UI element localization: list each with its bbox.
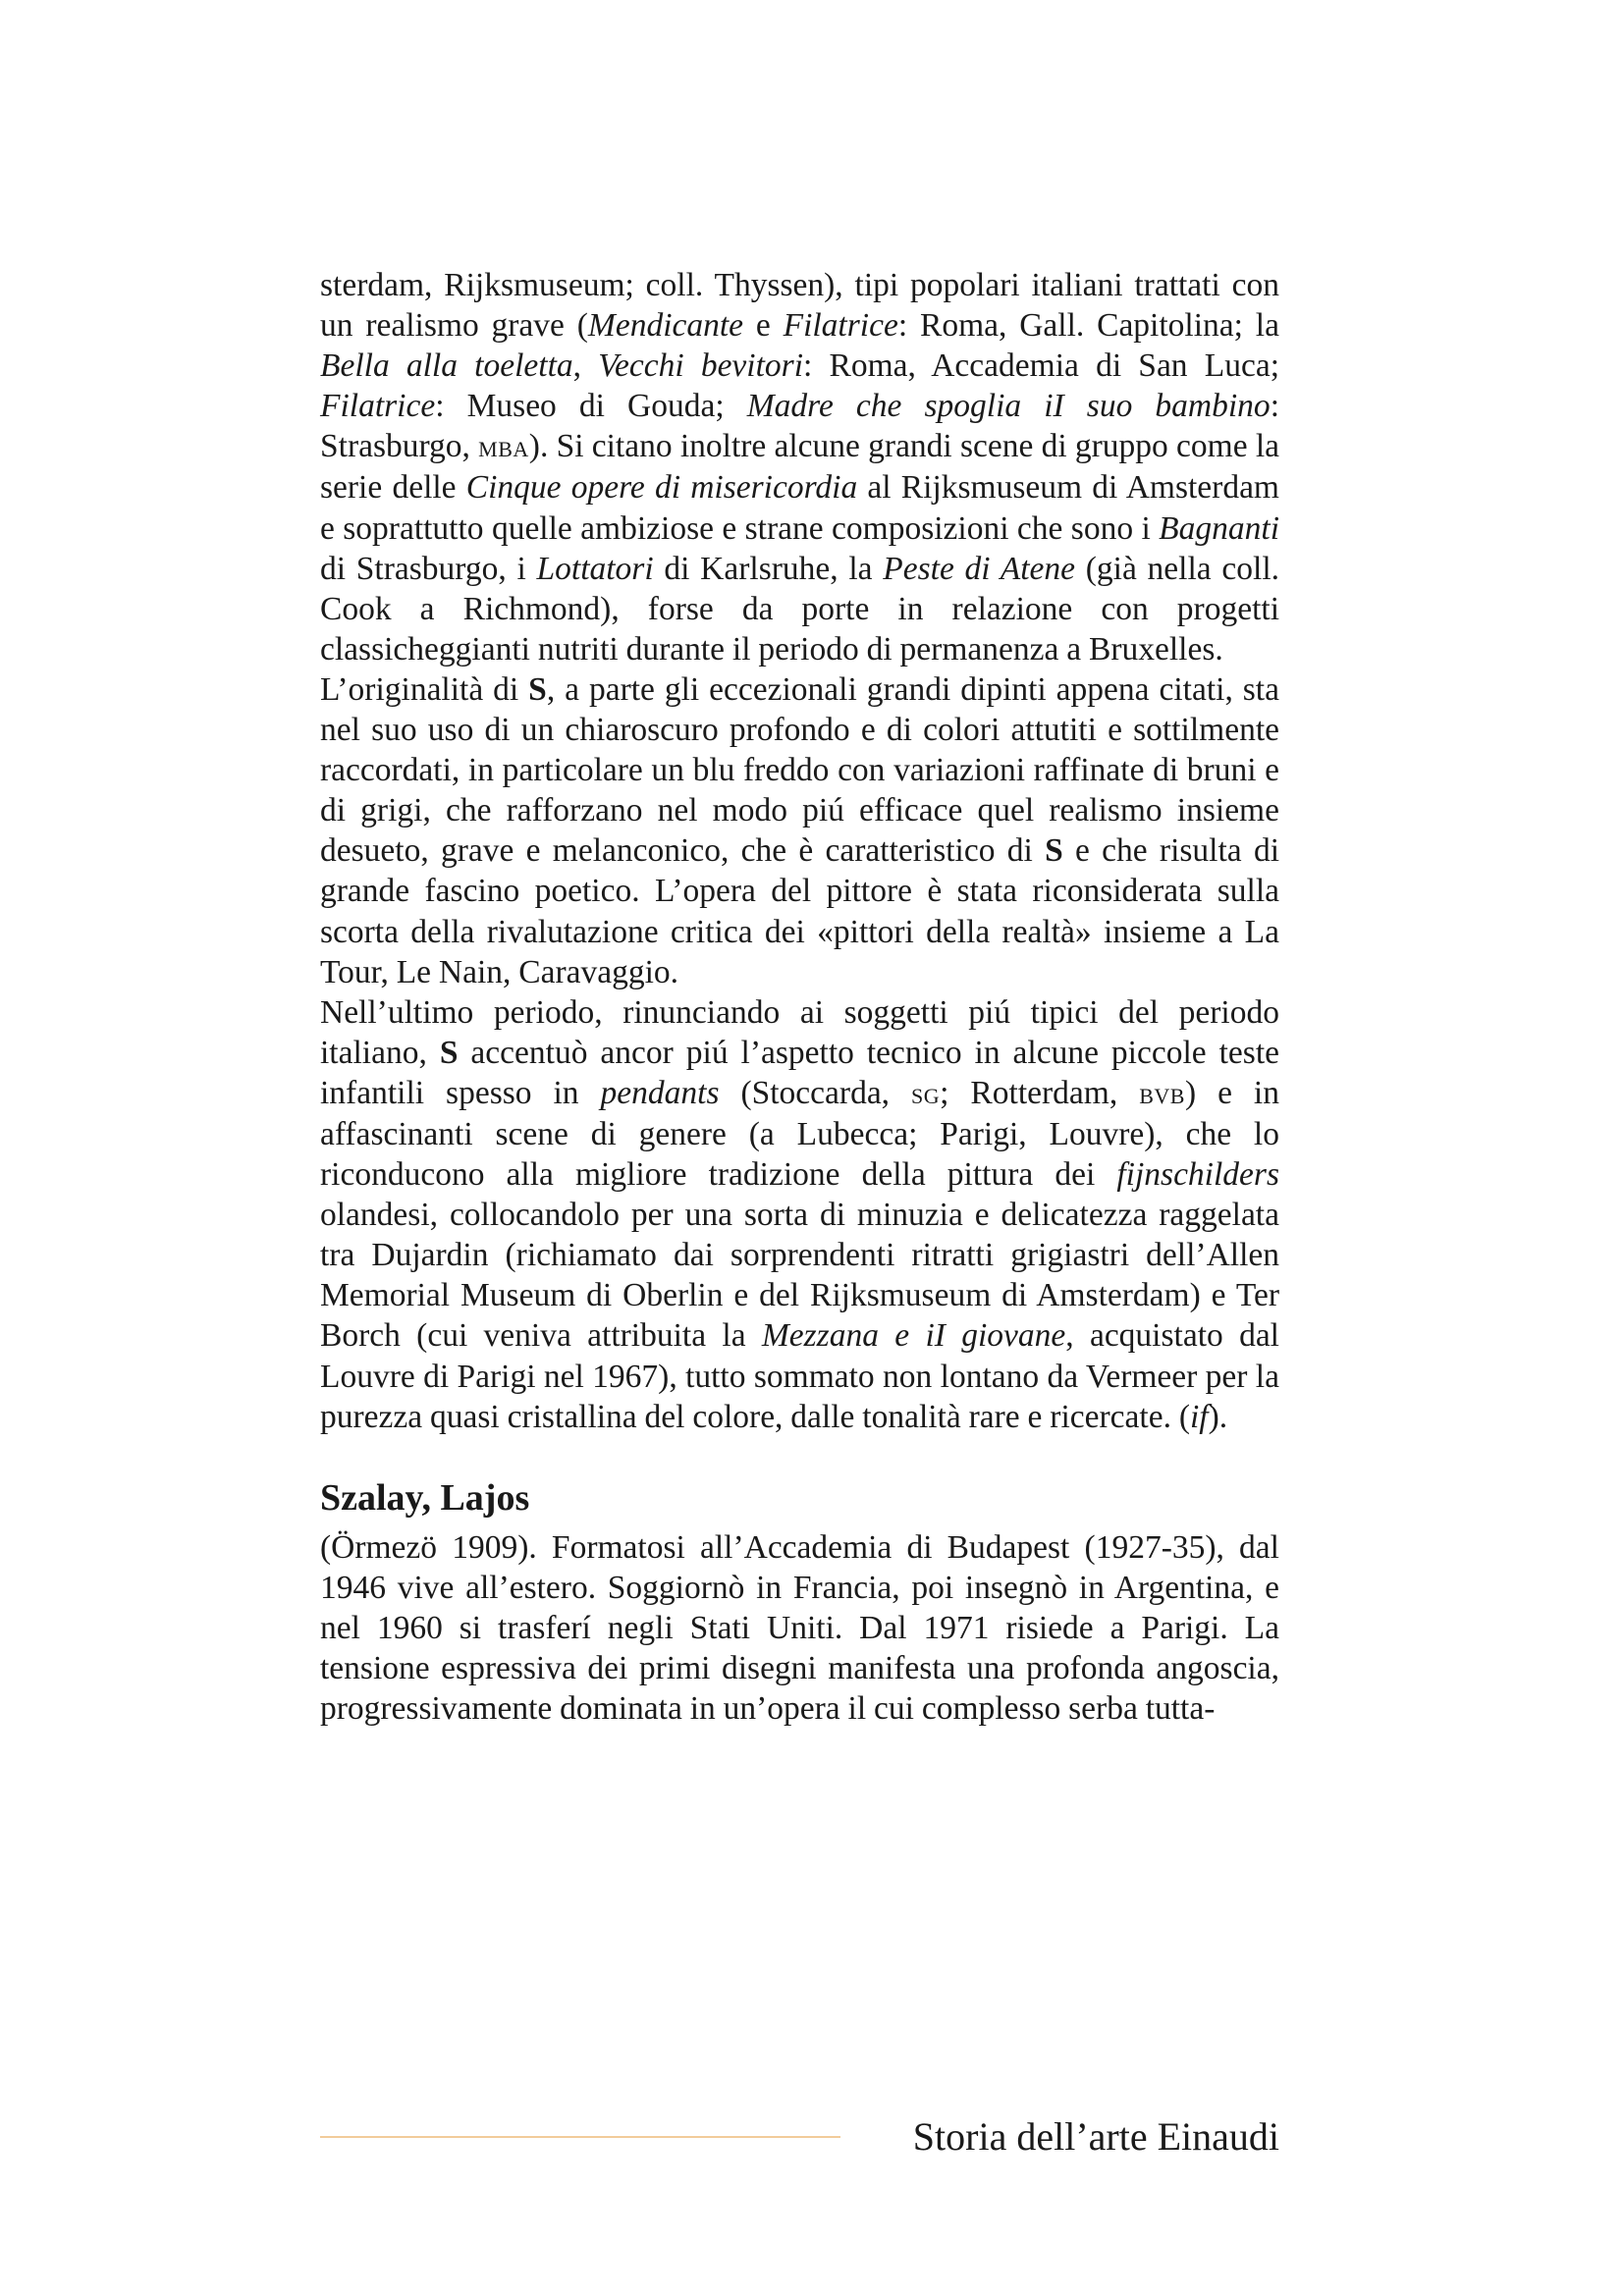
paragraph-2 [320,669,1279,992]
text-run: , a parte gli eccezionali grandi dipinti appena citati, sta nel suo uso di un chiaroscuro profondo e di colori attutiti e sottilmente raccordati, in particolare un blu freddo con variazioni raffinate di bruni e di grigi, che rafforzano nel modo piú efficace quel realismo insieme desueto, grave e melanconico, che è caratteristico di [320,670,1279,870]
text-run: al Rijksmuseum di Amsterdam e soprattutto quelle ambiziose e strane composizioni che sono i [320,469,1279,547]
paragraph-3 [320,992,1279,1437]
italic-run: Filatrice [320,388,436,425]
text-run: (già nella coll. Cook a Richmond), forse da porte in relazione con progetti classicheggianti nutriti durante il periodo di permanenza a Bruxelles. [320,550,1280,667]
text-run: , acquistato dal Louvre di Parigi nel 1967), tutto sommato non lontano da Vermeer per la purezza quasi cristallina del colore, dalle tonalità rare e ricercate. ( [320,1317,1279,1435]
text-run: di Strasburgo, i [320,550,537,587]
text-column [320,265,1279,1729]
bold-run: S [439,1034,459,1071]
footer-rule [320,2136,840,2138]
text-run: L’originalità di [320,670,529,708]
text-run: ; Rotterdam, [940,1074,1140,1111]
small-caps-run: sg [911,1076,941,1110]
text-run: di Karlsruhe, la [653,550,884,587]
text-run: (Stoccarda, [719,1074,912,1111]
footer-title: Storia dell’arte Einaudi [912,2114,1279,2159]
italic-run: Peste di Atene [883,550,1076,587]
text-run: : Roma, Accademia di San Luca; [803,347,1279,385]
small-caps-run: mba [478,430,529,464]
italic-run: fijnschilders [1116,1156,1279,1194]
paragraph-1 [320,265,1279,669]
text-run: sterdam, Rijksmuseum; coll. Thyssen), tipi popolari italiani trattati con un realismo grave ( [320,267,1279,345]
text-run: Nell’ultimo periodo, rinunciando ai soggetti piú tipici del periodo italiano, [320,993,1279,1071]
italic-run: Mendicante [587,307,744,345]
bold-run: S [528,670,547,708]
text-run: , [572,347,599,385]
italic-run: Lottatori [536,550,654,587]
text-run: : Roma, Gall. Capitolina; la [897,307,1279,345]
text-run: ). [1208,1398,1228,1435]
italic-run: Filatrice [783,307,898,345]
italic-run: Bella alla toeletta [320,347,573,385]
italic-run: Madre che spoglia iI suo bambino [746,388,1271,425]
entry-title: Szalay, Lajos [320,1476,530,1519]
text-run: : Museo di Gouda; [435,388,747,425]
text-run: ). Si citano inoltre alcune grandi scene di gruppo come la serie delle [320,428,1279,507]
text-run: : Strasburgo, [320,388,1279,465]
text-run: olandesi, collocandolo per una sorta di minuzia e delicatezza raggelata tra Dujardin (richiamato dai sorprendenti ritratti grigiastri dell’Allen Memorial Museum di Oberlin e del Rijksmuseum di Amsterdam) e Ter Borch (cui veniva attribuita la [320,1197,1279,1355]
text-run: ) e in affascinanti scene di genere (a Lubecca; Parigi, Louvre), che lo riconducono alla migliore tradizione della pittura dei [320,1074,1279,1194]
bold-run: S [1045,832,1063,870]
small-caps-run: bvb [1139,1076,1185,1110]
italic-run: Cinque opere di misericordia [465,469,858,507]
text-run: e che risulta di grande fascino poetico. L’opera del pittore è stata riconsiderata sulla scorta della rivalutazione critica dei «pittori della realtà» insieme a La Tour, Le Nain, Caravaggio. [320,832,1280,990]
italic-run: Mezzana e iI giovane [761,1317,1066,1355]
text-run: accentuò ancor piú l’aspetto tecnico in alcune piccole teste infantili spesso in [320,1034,1280,1111]
italic-run: pendants [600,1074,720,1111]
italic-run: if [1189,1398,1209,1435]
text-run: e [743,307,784,345]
italic-run: Bagnanti [1159,509,1279,547]
italic-run: Vecchi bevitori [598,347,804,385]
entry-body: (Örmezö 1909). Formatosi all’Accademia di Budapest (1927-35), dal 1946 vive all’estero. Soggiornò in Francia, poi insegnò in Argentina, e nel 1960 si trasferí negli Stati Uniti. Dal 1971 risiede a Parigi. La tensione espressiva dei primi disegni manifesta una profonda angoscia, progressivamente dominata in un’opera il cui complesso serba tutta- [320,1528,1279,1728]
